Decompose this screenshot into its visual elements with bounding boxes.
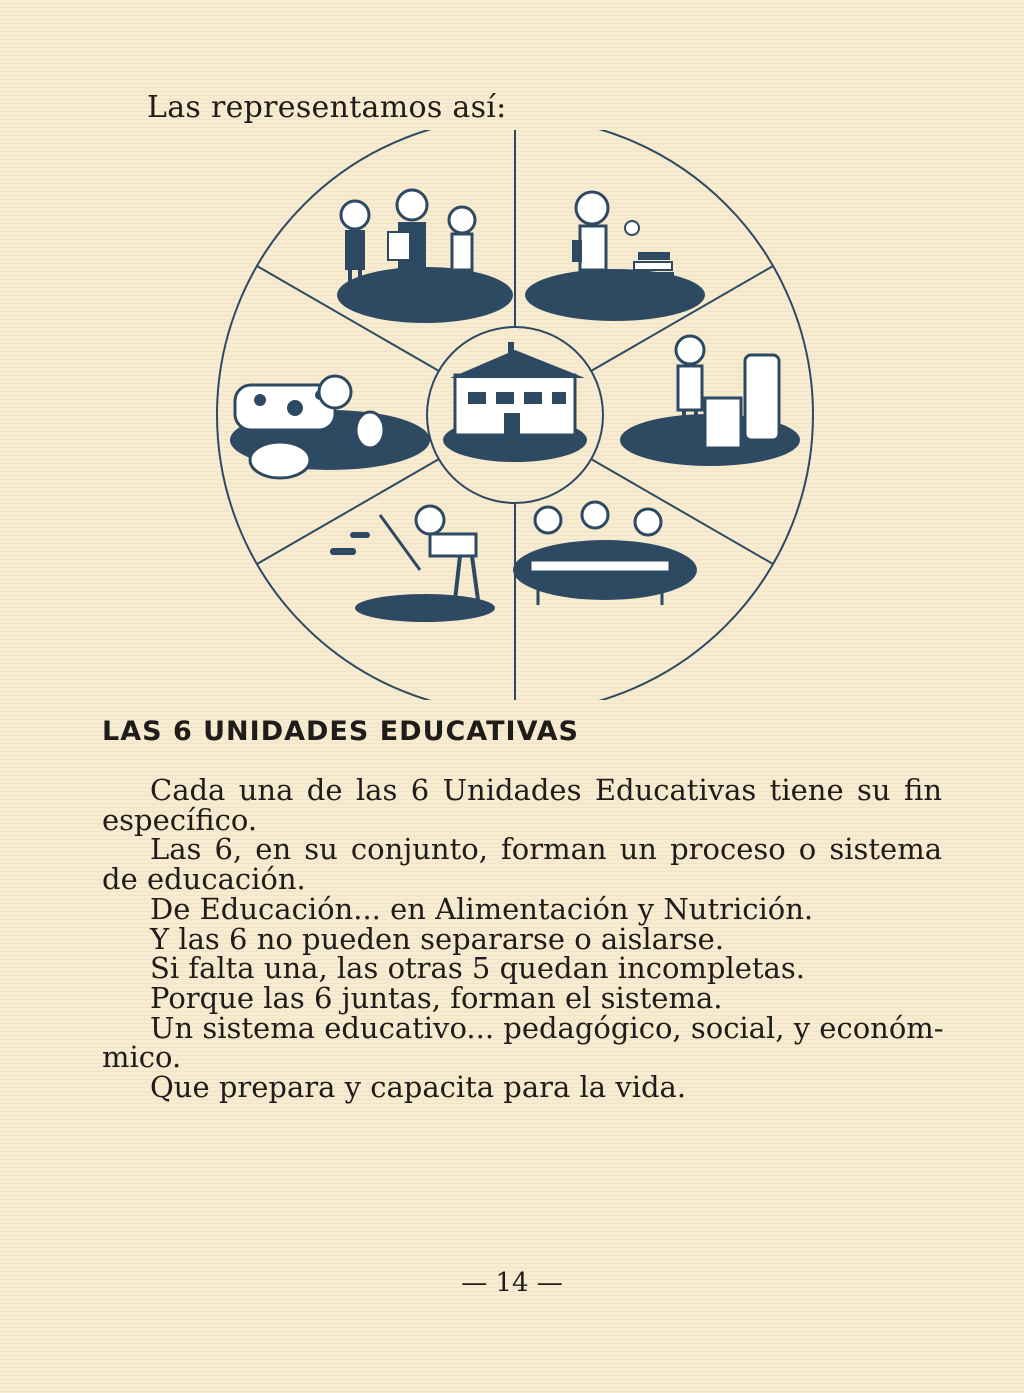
farm-animals-icon [230, 376, 430, 478]
paragraph-line: Las 6, en su conjunto, forman un proceso o sistema [150, 832, 942, 867]
paragraph-line: De Educación... en Alimentación y Nutrición. [150, 891, 814, 926]
paragraph-line: de educación. [102, 862, 306, 897]
children-table-icon [513, 502, 697, 605]
page-number: — 14 — [461, 1268, 563, 1298]
reading-children-icon [337, 190, 513, 323]
section-heading: LAS 6 UNIDADES EDUCATIVAS [102, 716, 579, 747]
school-icon [443, 342, 587, 462]
child-milk-icon [620, 336, 800, 466]
paragraph-line: Cada una de las 6 Unidades Educativas tiene su fin [150, 773, 942, 807]
paragraph-line: Y las 6 no pueden separarse o aislarse. [150, 921, 725, 956]
education-wheel [200, 130, 830, 700]
child-garden-icon [330, 506, 495, 622]
student-apple-icon [525, 192, 705, 321]
paragraph-line: Porque las 6 juntas, forman el sistema. [150, 980, 723, 1015]
paragraph-line: mico. [102, 1040, 182, 1075]
paragraph-line: Que prepara y capacita para la vida. [150, 1070, 687, 1105]
body-text [102, 773, 944, 1105]
paragraph-line: Un sistema educativo... pedagógico, social, y económ- [150, 1010, 944, 1045]
paragraph-line: Si falta una, las otras 5 quedan incompletas. [150, 951, 805, 986]
intro-text: Las representamos así: [147, 90, 507, 125]
paragraph-line: específico. [102, 802, 258, 837]
